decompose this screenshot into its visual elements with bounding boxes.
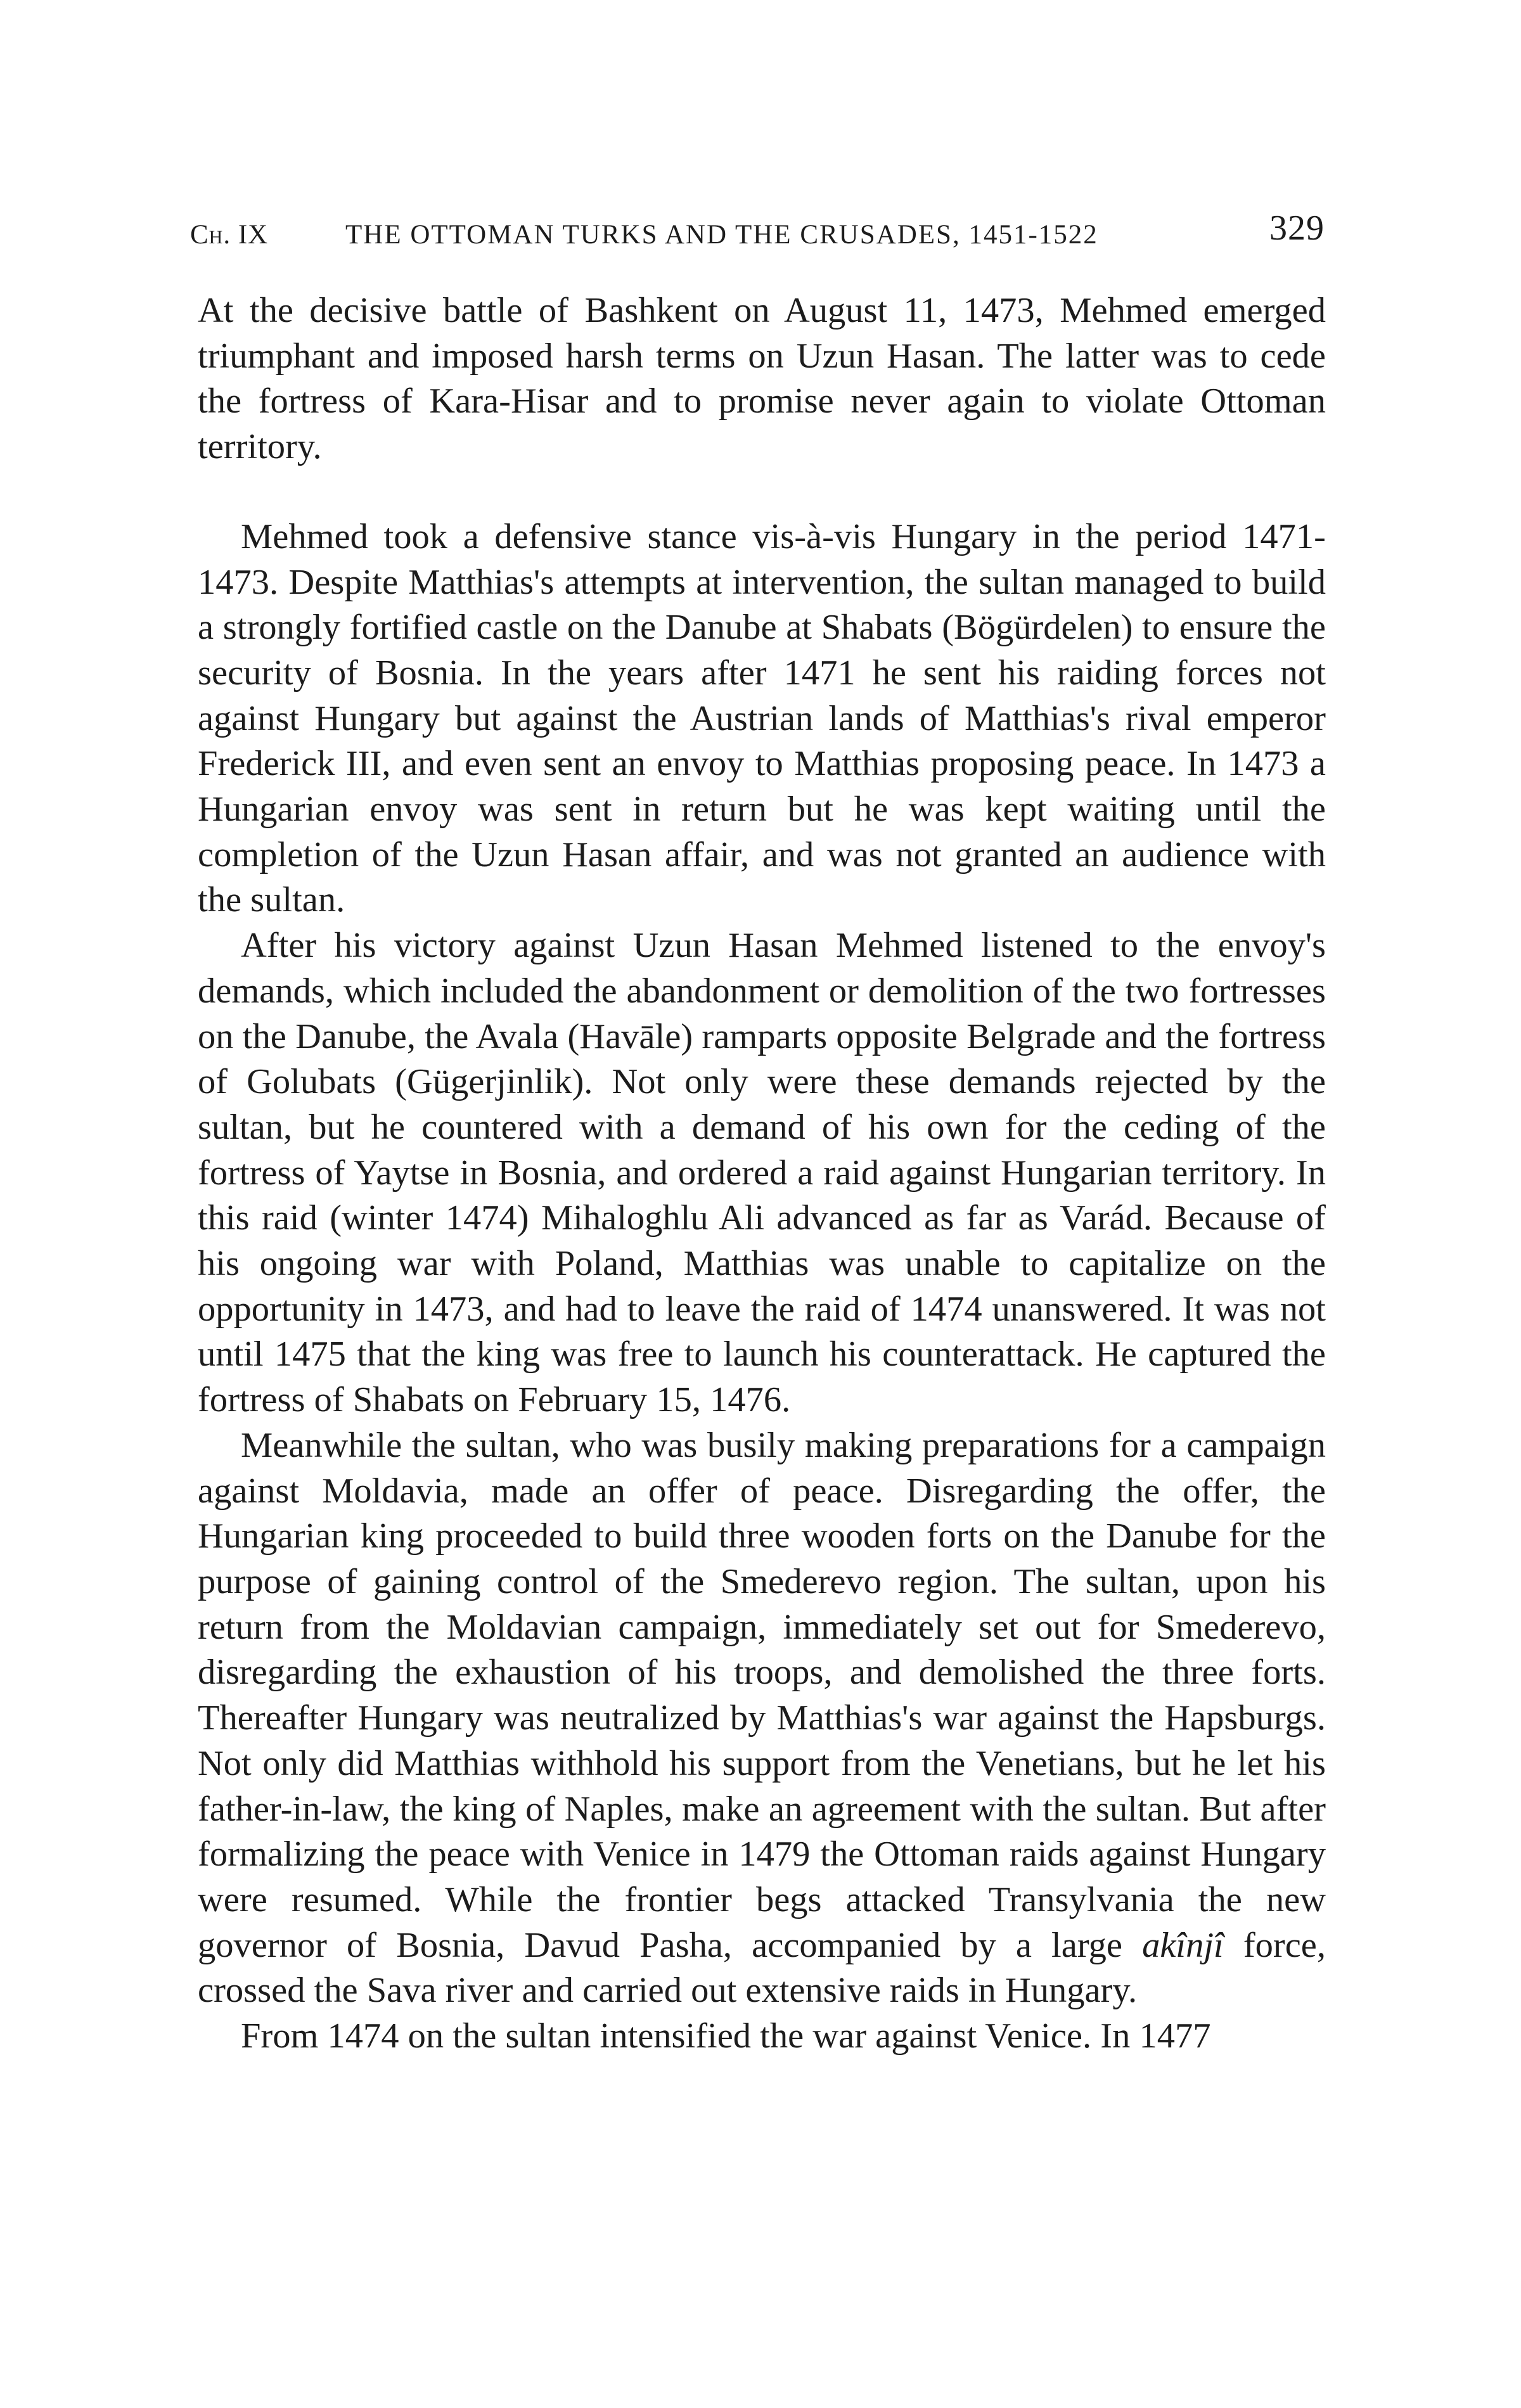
paragraph-defensive-stance: Mehmed took a defensive stance vis-à-vis Hungary in the period 1471-1473. Despite Matthias's attempts at intervention, the sultan managed to build a strongly fortified castle on the Danube at Shabats (Bögürdelen) to ensure the security of Bosnia. In the years after 1471 he sent his raiding forces not against Hungary but against the Austrian lands of Matthias's rival emperor Frederick III, and even sent an envoy to Matthias proposing peace. In 1473 a Hungarian envoy was sent in return but he was kept waiting until the completion of the Uzun Hasan affair, and was not granted an audience with the sultan.: [198, 516, 1326, 920]
paragraph-moldavia-text-after: force, crossed the Sava river and carried out extensive raids in Hungary.: [198, 1925, 1326, 2011]
running-head: [190, 202, 1325, 259]
paragraph-moldavia-text-before: Meanwhile the sultan, who was busily making preparations for a campaign against Moldavia, made an offer of peace. Disregarding the offer, the Hungarian king proceeded to build three wooden forts on the Danube for the purpose of gaining control of the Smederevo region. The sultan, upon his return from the Moldavian campaign, immediately set out for Smederevo, disregarding the exhaustion of his troops, and demolished the three forts. Thereafter Hungary was neutralized by Matthias's war against the Hapsburgs. Not only did Matthias withhold his support from the Venetians, but he let his father-in-law, the king of Naples, make an agreement with the sultan. But after formalizing the peace with Venice in 1479 the Ottoman raids against Hungary were resumed. While the frontier begs attacked Transylvania the new governor of Bosnia, Davud Pasha, accompanied by a large: [198, 1425, 1326, 1965]
paragraph-venice-war: From 1474 on the sultan intensified the war against Venice. In 1477: [241, 2016, 1211, 2056]
paragraph-envoy-demands: After his victory against Uzun Hasan Mehmed listened to the envoy's demands, which included the abandonment or demolition of the two fortresses on the Danube, the Avala (Havāle) ramparts opposite Belgrade and the fortress of Golubats (Gügerjinlik). Not only were these demands rejected by the sultan, but he countered with a demand of his own for the ceding of the fortress of Yaytse in Bosnia, and ordered a raid against Hungarian territory. In this raid (winter 1474) Mihaloghlu Ali advanced as far as Varád. Because of his ongoing war with Poland, Matthias was unable to capitalize on the opportunity in 1473, and had to leave the raid of 1474 unanswered. It was not until 1475 that the king was free to launch his counterattack. He captured the fortress of Shabats on February 15, 1476.: [198, 926, 1326, 1420]
paragraph-moldavia: [198, 1423, 1326, 2014]
italic-term-akinji: akînjî: [1142, 1925, 1224, 1965]
running-title: THE OTTOMAN TURKS AND THE CRUSADES, 1451-1522: [345, 220, 1098, 250]
page-number: 329: [1269, 208, 1325, 248]
chapter-label: Ch. IX: [190, 220, 269, 250]
body-text: [198, 288, 1326, 2059]
paragraph-bashkent: At the decisive battle of Bashkent on August 11, 1473, Mehmed emerged triumphant and imposed harsh terms on Uzun Hasan. The latter was to cede the fortress of Kara-Hisar and to promise never again to violate Ottoman territory.: [198, 291, 1326, 467]
